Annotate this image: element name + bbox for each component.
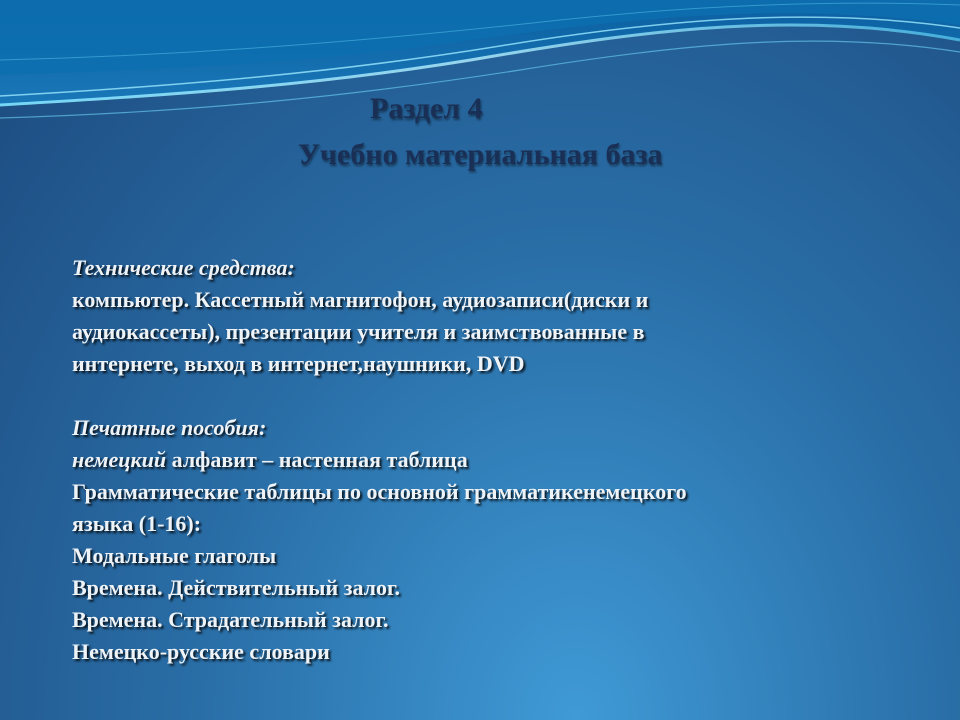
section-subtitle: Учебно материальная база: [298, 138, 663, 171]
technical-heading: Технические средства:: [72, 255, 295, 280]
printed-line-2: языка (1-16):: [72, 511, 202, 536]
technical-line-3: интернете, выход в интернет,наушники, DVD: [72, 351, 525, 376]
alphabet-rest: алфавит – настенная таблица: [166, 447, 468, 472]
title-block: [0, 92, 960, 182]
technical-line-2: аудиокассеты), презентации учителя и заимствованные в: [72, 319, 645, 344]
printed-line-1: Грамматические таблицы по основной грамматикенемецкого: [72, 479, 687, 504]
technical-line-1: компьютер. Кассетный магнитофон, аудиозаписи(диски и: [72, 287, 649, 312]
printed-heading: Печатные пособия:: [72, 415, 267, 440]
section-gap: [72, 380, 922, 412]
section-title: Раздел 4: [370, 92, 483, 125]
printed-line-3: Модальные глаголы: [72, 543, 277, 568]
slide-body: [72, 252, 922, 668]
printed-line-5: Времена. Страдательный залог.: [72, 607, 389, 632]
alphabet-italic-word: немецкий: [72, 447, 167, 472]
printed-line-4: Времена. Действительный залог.: [72, 575, 401, 600]
printed-line-6: Немецко-русские словари: [72, 639, 330, 664]
alphabet-line: [72, 444, 922, 476]
